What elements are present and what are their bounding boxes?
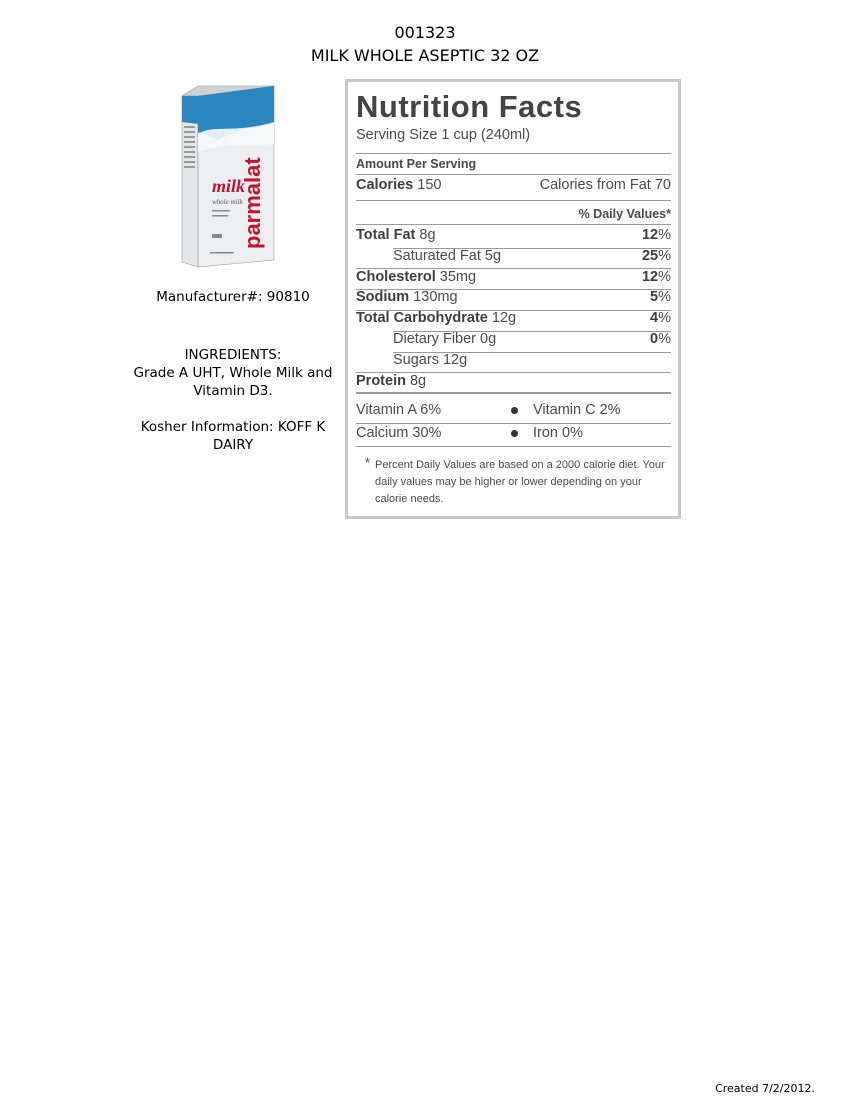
product-code: 001323 [394,23,456,42]
nutrient-row [356,248,671,268]
nutrient-amount: 130mg [413,289,458,306]
percent-sign: % [658,268,671,285]
vitamin-right: Iron 0% [533,425,583,441]
kosher-information: Kosher Information: KOFF K DAIRY [140,419,326,453]
carton-brand-text: parmalat [240,157,265,249]
footnote [365,457,675,508]
product-image [178,84,278,269]
nutrient-row [356,352,671,372]
nutrient-name: Sugars [393,351,439,368]
carton-product-text: milk [212,176,246,196]
percent-sign: % [658,289,671,306]
carton-sub-text: whole milk [212,198,243,206]
nutrient-amount: 8g [409,372,427,389]
percent-sign: % [658,310,671,327]
vitamin-left: Calcium 30% [356,425,442,441]
daily-value-percent [650,289,671,305]
nutrient-label [393,352,467,368]
product-name: MILK WHOLE ASEPTIC 32 OZ [310,46,540,65]
nutrient-amount: 12g [442,351,468,368]
nutrient-name: Sodium [356,289,410,306]
daily-value-percent [642,227,671,243]
nutrient-name: Dietary Fiber [393,331,476,347]
vitamin-row [356,425,671,445]
vitamin-row [356,402,671,422]
nutrient-label [356,310,516,326]
nutrient-row [356,269,671,289]
vitamin-left: Vitamin A 6% [356,402,442,418]
nutrient-name: Protein [356,372,406,389]
daily-value-number: 12 [641,227,659,243]
footnote-asterisk: * [365,455,371,470]
amount-per-serving: Amount Per Serving [356,157,477,171]
calories-from-fat: Calories from Fat 70 [539,177,671,193]
nutrient-label [356,373,426,389]
nutrition-facts-title: Nutrition Facts [356,89,583,124]
percent-sign: % [658,247,671,264]
nutrient-amount: 0g [480,331,497,347]
ingredients-text: Grade A UHT, Whole Milk and Vitamin D3. [133,365,333,399]
nutrient-row [356,310,671,330]
daily-value-percent [642,269,671,285]
daily-value-number: 5 [650,289,659,306]
nutrient-label [356,227,436,243]
nutrient-name: Total Carbohydrate [356,310,488,327]
nutrient-row [356,227,671,247]
nutrient-label [393,331,496,347]
created-date: Created 7/2/2012. [715,1082,815,1095]
footnote-text: Percent Daily Values are based on a 2000 calorie diet. Your daily values may be higher or lower depending on your calorie needs. [375,459,665,505]
vitamin-right: Vitamin C 2% [533,402,621,418]
daily-value-number: 4 [650,310,659,327]
manufacturer-number: Manufacturer#: 90810 [156,289,310,305]
nutrient-amount: 35mg [439,268,477,285]
calories-label: Calories [356,177,414,193]
daily-value-number: 0 [650,331,659,347]
nutrient-label [393,248,501,264]
nutrient-amount: 5g [484,247,502,264]
serving-size: Serving Size 1 cup (240ml) [356,127,531,143]
daily-value-number: 25 [641,247,659,264]
nutrition-facts-panel [345,79,681,519]
nutrient-amount: 12g [491,310,517,327]
nutrient-amount: 8g [419,227,436,243]
nutrient-name: Cholesterol [356,268,436,285]
bullet-icon [511,430,518,437]
ingredients [128,346,338,400]
calories-value: 150 [417,177,442,193]
daily-value-number: 12 [641,268,659,285]
daily-value-percent [650,310,671,326]
bullet-icon [511,407,518,414]
ingredients-heading: INGREDIENTS: [184,347,282,363]
calories-row [356,177,671,197]
percent-sign: % [658,331,671,347]
nutrient-row [356,331,671,351]
percent-sign: % [658,227,671,243]
daily-value-percent [650,331,671,347]
nutrient-name: Total Fat [356,227,416,243]
nutrient-label [356,269,476,285]
daily-value-percent [642,248,671,264]
nutrient-row [356,289,671,309]
daily-values-heading: % Daily Values* [578,207,671,221]
nutrient-name: Saturated Fat [393,247,481,264]
nutrient-label [356,289,458,305]
nutrient-row [356,373,671,393]
